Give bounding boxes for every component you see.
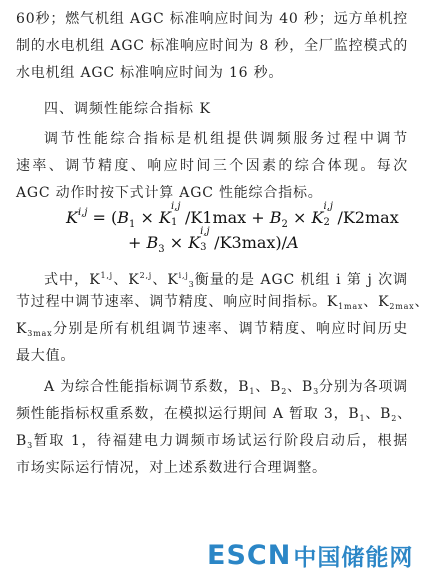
- where-k3-sub: 3: [188, 280, 195, 289]
- coef-line-1-rest: 分别为各项调: [318, 379, 408, 395]
- formula-b2-sub: 2: [281, 219, 288, 230]
- coef-line-2-b2-sub: 2: [391, 414, 398, 423]
- para-intro-line-1: 调节性能综合指标是机组提供调频服务过程中调节: [44, 131, 408, 147]
- formula-plus-1: +: [246, 208, 270, 227]
- where-k3max: K: [16, 321, 28, 337]
- coef-line-3-text: 暂取 1，待福建电力调频市场试运行阶段启动后，根据: [32, 433, 408, 449]
- formula-k: K: [66, 208, 78, 227]
- formula-b3: B: [146, 233, 159, 252]
- formula-div-1: /K1max: [184, 208, 247, 227]
- where-k2max-sub: 2max: [389, 302, 415, 311]
- watermark-chinese-text: 中国储能网: [293, 544, 414, 571]
- where-line-2-text: 节过程中调节速率、调节精度、响应时间指标。: [16, 294, 327, 310]
- where-k2max: K: [378, 294, 390, 310]
- coef-line-2-text: 频性能指标权重系数，在模拟运行期间 A 暂取 3，B: [16, 406, 360, 422]
- formula-b2: B: [269, 208, 282, 227]
- formula-b3-sub: 3: [158, 244, 165, 255]
- formula-b1: B: [117, 208, 130, 227]
- where-k1: K: [89, 272, 101, 288]
- coef-b3: 、B: [287, 379, 314, 395]
- formula-div-3: /K3max)/: [214, 233, 288, 252]
- where-k1max: K: [326, 294, 339, 310]
- where-sep-1: 、: [112, 272, 129, 288]
- formula-plus-2: +: [128, 233, 147, 252]
- formula-k1: K: [158, 208, 171, 227]
- where-rest: 衡量的是 AGC 机组 i 第 j 次调: [194, 272, 408, 288]
- formula-div-2: /K2max: [337, 208, 399, 227]
- escn-watermark-logo: [207, 540, 413, 570]
- formula-k-sup: i,j: [77, 207, 88, 218]
- coef-line-2-b1-sub: 1: [359, 414, 366, 423]
- formula-b1-sub: 1: [129, 219, 136, 230]
- where-line-2-end: 、: [414, 294, 429, 310]
- where-prefix: 式中，: [44, 272, 90, 288]
- formula-k2-sup: i,j: [323, 201, 333, 212]
- where-k1-sup: 1,j: [100, 271, 113, 280]
- formula-k3-sub: 3: [200, 242, 207, 253]
- section-heading: 四、调频性能综合指标 K: [44, 101, 211, 117]
- where-sep-2: 、: [152, 272, 168, 288]
- coef-line-1-text: A 为综合性能指标调节系数，B: [44, 379, 250, 395]
- coef-b2-sub: 2: [281, 387, 288, 396]
- formula-k1-sub: 1: [170, 217, 178, 228]
- para-top-line-3: 水电机组 AGC 标准响应时间为 16 秒。: [16, 65, 284, 81]
- para-top-line-2: 制的水电机组 AGC 标准响应时间为 8 秒，全厂监控模式的: [16, 38, 408, 54]
- where-k3-sup: i,j: [178, 271, 189, 280]
- formula-line-1: [66, 201, 399, 230]
- coef-b3-sub: 3: [313, 387, 319, 396]
- where-k2: K: [128, 272, 140, 288]
- formula-k3-sup: i,j: [200, 226, 210, 237]
- formula-equals: = (: [87, 208, 118, 227]
- formula-k2: K: [311, 208, 324, 227]
- coef-line-3-b3-sub: 3: [27, 441, 33, 450]
- coef-line-2-end: 、: [397, 406, 412, 422]
- formula-k1-sup: i,j: [170, 201, 181, 212]
- where-k3max-sub: 3max: [27, 329, 53, 338]
- formula-line-2: [128, 226, 299, 255]
- coef-b2: 、B: [255, 379, 282, 395]
- para-where-line-4: 最大值。: [16, 348, 76, 364]
- where-line-2-sep: 、: [363, 294, 379, 310]
- where-k2-sup: 2,j: [139, 271, 153, 280]
- coef-b1-sub: 1: [249, 387, 256, 396]
- para-top-line-1: 60秒；燃气机组 AGC 标准响应时间为 40 秒；远方单机控: [16, 11, 408, 27]
- watermark-escn-text: ESCN: [207, 539, 292, 571]
- formula-a: A: [287, 233, 299, 252]
- para-intro-line-2: 速率、调节精度、响应时间三个因素的综合体现。每次: [16, 158, 408, 174]
- para-coef-line-4: 市场实际运行情况，对上述系数进行合理调整。: [16, 460, 327, 476]
- coef-line-3-b3: B: [16, 433, 28, 449]
- para-intro-line-3: AGC 动作时按下式计算 AGC 性能综合指标。: [16, 185, 323, 201]
- formula-times-1: ×: [135, 208, 159, 227]
- where-line-3-text: 分别是所有机组调节速率、调节精度、响应时间历史: [52, 321, 408, 337]
- formula-k2-sub: 2: [323, 217, 330, 228]
- formula-k3: K: [188, 233, 201, 252]
- where-k3: K: [167, 272, 179, 288]
- coef-line-2-b2: 、B: [365, 406, 392, 422]
- formula-times-2: ×: [287, 208, 312, 227]
- where-k1max-sub: 1max: [338, 302, 364, 311]
- formula-times-3: ×: [164, 233, 189, 252]
